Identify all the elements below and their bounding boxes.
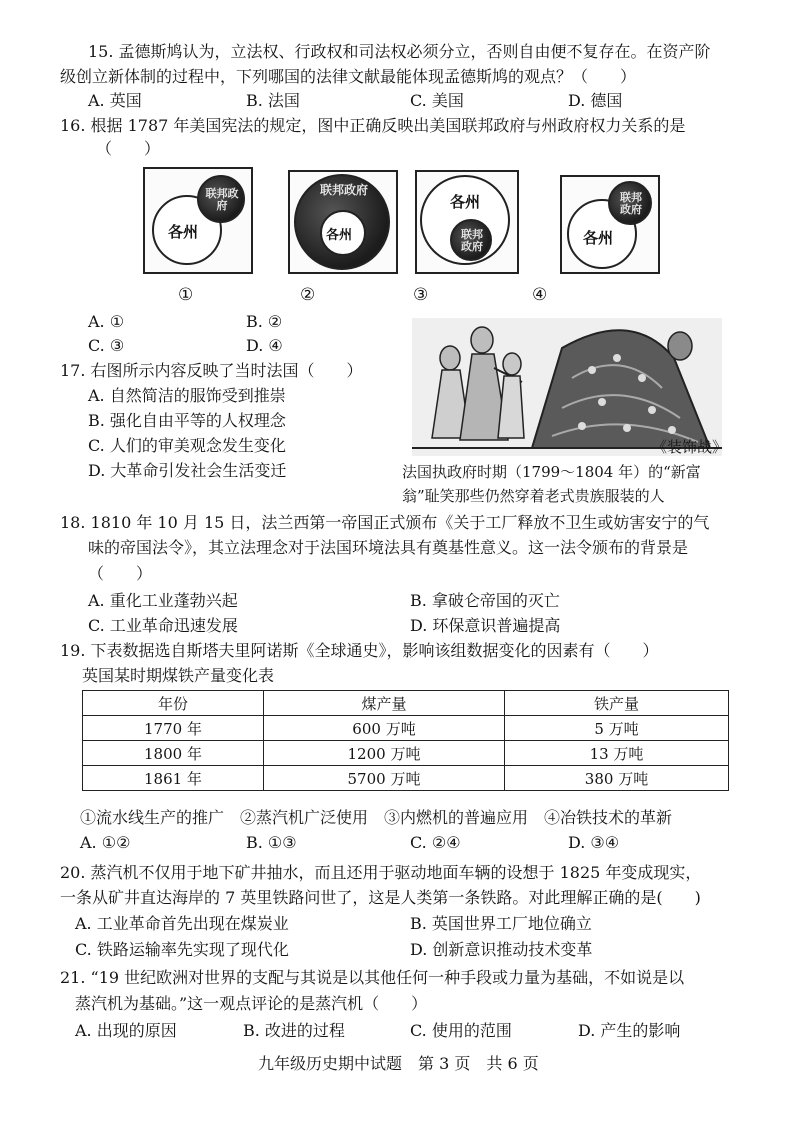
q15-option-d: D. 德国 [568, 91, 623, 110]
federal-circle [450, 219, 492, 261]
table-cell: 1770 年 [83, 716, 264, 741]
q18-option-c: C. 工业革命迅速发展 [88, 616, 238, 635]
table-cell: 1200 万吨 [264, 741, 505, 766]
q15-stem-line2: 级创立新体制的过程中，下列哪国的法律文献最能体现孟德斯鸠的观点？（ ） [60, 67, 637, 86]
q18-option-b: B. 拿破仑帝国的灭亡 [410, 591, 560, 610]
table-cell: 380 万吨 [505, 766, 729, 791]
table-row [83, 766, 729, 791]
q17-option-b: B. 强化自由平等的人权理念 [88, 411, 286, 430]
q17-option-d: D. 大革命引发社会生活变迁 [88, 461, 287, 480]
federal-label: 联邦政府 [461, 228, 483, 253]
q16-figure-number-2: ② [300, 285, 316, 305]
q16-figure-1 [143, 167, 253, 274]
q19-stem: 19. 下表数据选自斯塔夫里阿诺斯《全球通史》，影响该组数据变化的因素有（ ） [60, 641, 659, 660]
table-header-iron: 铁产量 [505, 691, 729, 716]
q15-option-c: C. 美国 [410, 91, 464, 110]
q18-option-a: A. 重化工业蓬勃兴起 [88, 591, 238, 610]
q18-stem-line2: 味的帝国法令》，其立法理念对于法国环境法具有奠基性意义。这一法令颁布的背景是 [88, 538, 689, 557]
q16-option-a: A. ① [88, 312, 125, 331]
q17-caption-line2: 翁”耻笑那些仍然穿着老式贵族服装的人 [402, 487, 665, 505]
states-circle [320, 210, 366, 256]
q19-factors: ①流水线生产的推广 ②蒸汽机广泛使用 ③内燃机的普遍应用 ④冶铁技术的革新 [80, 808, 673, 827]
q16-figure-number-3: ③ [413, 285, 429, 305]
federal-label: 联邦政府 [319, 183, 368, 197]
table-cell: 1800 年 [83, 741, 264, 766]
table-cell: 13 万吨 [505, 741, 729, 766]
q18-stem-line1: 18. 1810 年 10 月 15 日，法兰西第一帝国正式颁布《关于工厂释放不卫生或妨害安宁的气 [60, 513, 710, 532]
q20-option-a: A. 工业革命首先出现在煤炭业 [75, 914, 289, 933]
q16-stem-line1: 16. 根据 1787 年美国宪法的规定，图中正确反映出美国联邦政府与州政府权力关系的是 [60, 116, 686, 135]
q16-figure-2 [288, 170, 398, 274]
table-header-year: 年份 [83, 691, 264, 716]
q15-option-b: B. 法国 [246, 91, 300, 110]
q19-option-a: A. ①② [80, 833, 131, 852]
q17-picture-title: 《装饰战》 [652, 438, 728, 456]
federal-circle [197, 175, 245, 223]
q20-stem-line1: 20. 蒸汽机不仅用于地下矿井抽水，而且还用于驱动地面车辆的设想于 1825 年变成现实， [60, 863, 702, 882]
q16-figure-number-1: ① [178, 285, 194, 305]
q21-option-d: D. 产生的影响 [578, 1021, 681, 1040]
federal-label: 联邦政府 [620, 191, 642, 216]
states-circle [420, 175, 510, 265]
federal-circle [608, 181, 652, 225]
q15-option-a: A. 英国 [88, 91, 142, 110]
q21-option-a: A. 出现的原因 [75, 1021, 177, 1040]
q16-figure-4 [560, 175, 660, 274]
q19-option-b: B. ①③ [246, 833, 297, 852]
q16-figure-number-4: ④ [532, 285, 548, 305]
table-cell: 5700 万吨 [264, 766, 505, 791]
q16-option-c: C. ③ [88, 336, 125, 355]
q16-option-b: B. ② [246, 312, 283, 331]
q16-stem-line2: （ ） [96, 139, 161, 158]
federal-label: 联邦政府 [205, 187, 239, 212]
q20-option-d: D. 创新意识推动技术变革 [410, 940, 593, 959]
q16-figure-3 [415, 170, 519, 274]
q19-option-d: D. ③④ [568, 833, 620, 852]
page-footer: 九年级历史期中试题 第 3 页 共 6 页 [258, 1054, 539, 1073]
states-label: 各州 [450, 193, 481, 211]
federal-circle [294, 174, 390, 270]
q18-stem-line3: （ ） [88, 564, 153, 583]
q18-option-d: D. 环保意识普遍提高 [410, 616, 561, 635]
q19-option-c: C. ②④ [410, 833, 461, 852]
q21-option-b: B. 改进的过程 [243, 1021, 345, 1040]
q17-option-a: A. 自然简洁的服饰受到推崇 [88, 386, 286, 405]
table-row [83, 716, 729, 741]
table-header-coal: 煤产量 [264, 691, 505, 716]
states-label: 各州 [168, 223, 199, 241]
table-cell: 5 万吨 [505, 716, 729, 741]
q21-option-c: C. 使用的范围 [410, 1021, 512, 1040]
q17-stem: 17. 右图所示内容反映了当时法国（ ） [60, 361, 363, 380]
states-label: 各州 [326, 228, 353, 243]
table-row [83, 741, 729, 766]
table-header-row [83, 691, 729, 716]
q15-stem-line1: 15. 孟德斯鸠认为，立法权、行政权和司法权必须分立，否则自由便不复存在。在资产阶 [88, 42, 711, 61]
q20-option-b: B. 英国世界工厂地位确立 [410, 914, 592, 933]
states-label: 各州 [583, 229, 614, 247]
q17-caption-line1: 法国执政府时期（1799～1804 年）的“新富 [402, 463, 701, 481]
q20-option-c: C. 铁路运输率先实现了现代化 [75, 940, 289, 959]
q21-stem-line2: 蒸汽机为基础。”这一观点评论的是蒸汽机（ ） [75, 994, 428, 1013]
q20-stem-line2: 一条从矿井直达海岸的 7 英里铁路问世了，这是人类第一条铁路。对此理解正确的是( ) [60, 888, 701, 907]
table-cell: 600 万吨 [264, 716, 505, 741]
coal-iron-table [82, 690, 729, 791]
q17-option-c: C. 人们的审美观念发生变化 [88, 436, 286, 455]
q21-stem-line1: 21. “19 世纪欧洲对世界的支配与其说是以其他任何一种手段或力量为基础，不如说是以 [60, 968, 685, 987]
table-cell: 1861 年 [83, 766, 264, 791]
q19-table-title: 英国某时期煤铁产量变化表 [82, 666, 275, 685]
q16-option-d: D. ④ [246, 336, 283, 355]
